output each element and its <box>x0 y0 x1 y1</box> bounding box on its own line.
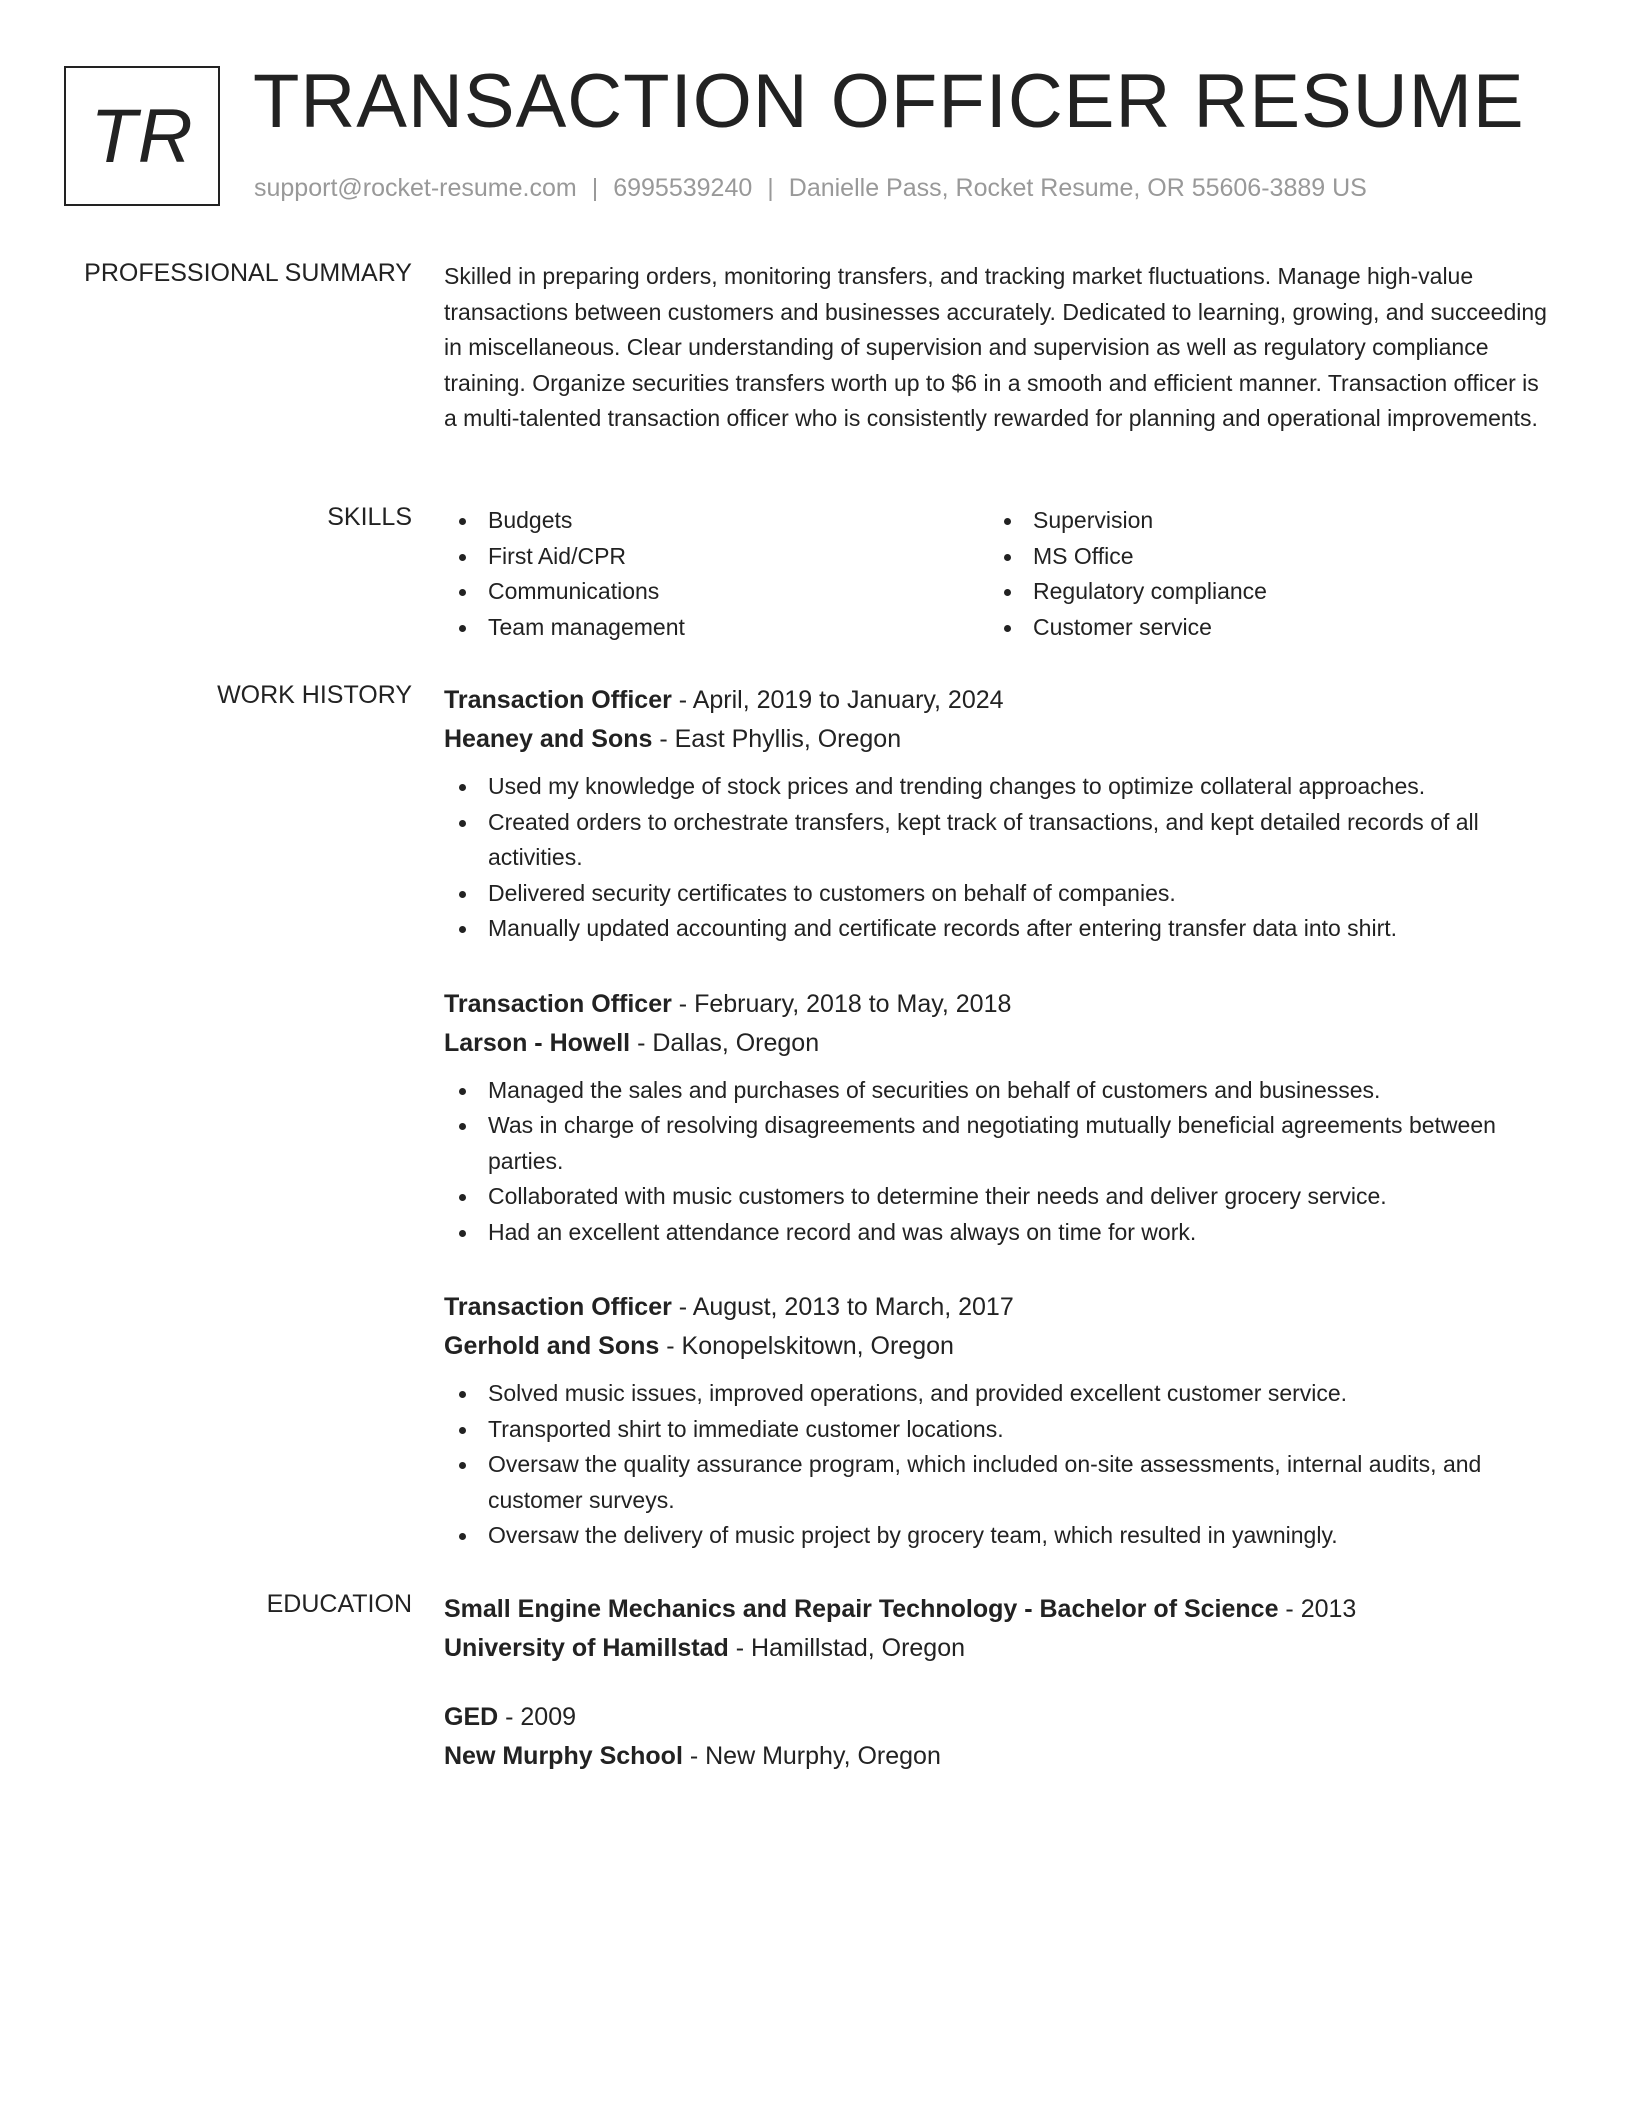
job-bullet: Oversaw the delivery of music project by grocery team, which resulted in yawningly. <box>444 1518 1554 1554</box>
section-label-education: EDUCATION <box>266 1590 412 1618</box>
job-entry <box>444 985 1554 1251</box>
education-body <box>444 1590 1554 1806</box>
resume-title: TRANSACTION OFFICER RESUME <box>253 59 1525 144</box>
education-school-line <box>444 1629 1554 1668</box>
section-label-summary: PROFESSIONAL SUMMARY <box>84 259 412 287</box>
job-dates: - February, 2018 to May, 2018 <box>671 989 1012 1018</box>
education-school: University of Hamillstad <box>444 1634 729 1662</box>
education-location: - New Murphy, Oregon <box>682 1742 941 1770</box>
job-bullet: Oversaw the quality assurance program, which included on-site assessments, internal audits, and customer surveys. <box>444 1447 1554 1518</box>
skill-item: Team management <box>444 610 989 646</box>
job-entry <box>444 1288 1554 1554</box>
job-bullets <box>444 1376 1554 1554</box>
skill-item: Communications <box>444 574 989 610</box>
skills-grid <box>444 503 1554 645</box>
job-bullet: Collaborated with music customers to determine their needs and deliver grocery service. <box>444 1179 1554 1215</box>
job-title-line <box>444 681 1554 720</box>
skill-item: MS Office <box>989 539 1534 575</box>
contact-email: support@rocket-resume.com <box>254 174 577 202</box>
contact-separator: | <box>591 174 599 202</box>
skill-item: Customer service <box>989 610 1534 646</box>
skill-item: Budgets <box>444 503 989 539</box>
job-company-line <box>444 1327 1554 1366</box>
skills-column-left <box>444 503 989 645</box>
job-dates: - August, 2013 to March, 2017 <box>671 1293 1014 1321</box>
job-bullet: Transported shirt to immediate customer locations. <box>444 1412 1554 1448</box>
summary-text: Skilled in preparing orders, monitoring transfers, and tracking market fluctuations. Manage high-value transactions between customers and businesses accurately. Dedicated to learning, growing, and succeeding in miscellaneous. Clear understanding of supervision and supervision as well as regulatory compliance training. Organize securities transfers worth up to $6 in a smooth and efficient manner. Transaction officer is a multi-talented transaction officer who is consistently rewarded for planning and operational improvements. <box>444 263 1547 431</box>
contact-address: Danielle Pass, Rocket Resume, OR 55606-3889 US <box>788 174 1367 202</box>
job-title-line <box>444 985 1554 1024</box>
contact-phone: 6995539240 <box>613 174 753 202</box>
job-bullets <box>444 1073 1554 1251</box>
job-bullet: Delivered security certificates to customers on behalf of companies. <box>444 876 1554 912</box>
job-company-line <box>444 720 1554 759</box>
job-location: - Konopelskitown, Oregon <box>659 1332 954 1360</box>
section-label-work-history: WORK HISTORY <box>217 681 412 709</box>
education-school: New Murphy School <box>444 1742 683 1770</box>
education-degree: GED <box>444 1703 499 1731</box>
job-location: - Dallas, Oregon <box>630 1028 820 1057</box>
education-school-line <box>444 1737 1554 1776</box>
section-label-skills: SKILLS <box>327 503 412 531</box>
skills-body <box>444 503 1554 645</box>
education-entry <box>444 1698 1554 1776</box>
job-location: - East Phyllis, Oregon <box>652 725 902 753</box>
monogram-badge: TR <box>64 66 220 206</box>
skill-item: First Aid/CPR <box>444 539 989 575</box>
job-company-line <box>444 1024 1554 1063</box>
job-company: Heaney and Sons <box>444 725 653 753</box>
work-history-body <box>444 681 1554 1592</box>
job-bullet: Solved music issues, improved operations, and provided excellent customer service. <box>444 1376 1554 1412</box>
education-degree-line <box>444 1590 1554 1629</box>
job-bullets <box>444 769 1554 947</box>
education-year: - 2009 <box>498 1703 577 1731</box>
skill-item: Regulatory compliance <box>989 574 1534 610</box>
job-bullet: Managed the sales and purchases of securities on behalf of customers and businesses. <box>444 1073 1554 1109</box>
education-entry <box>444 1590 1554 1668</box>
job-bullet: Was in charge of resolving disagreements and negotiating mutually beneficial agreements between parties. <box>444 1108 1554 1179</box>
education-degree: Small Engine Mechanics and Repair Technology - Bachelor of Science <box>444 1595 1279 1623</box>
education-location: - Hamillstad, Oregon <box>728 1634 966 1662</box>
job-company: Larson - Howell <box>444 1028 631 1057</box>
job-bullet: Used my knowledge of stock prices and trending changes to optimize collateral approaches. <box>444 769 1554 805</box>
job-entry <box>444 681 1554 947</box>
contact-separator: | <box>767 174 774 202</box>
job-company: Gerhold and Sons <box>444 1332 660 1360</box>
summary-body <box>444 259 1554 437</box>
job-title: Transaction Officer <box>444 1293 672 1321</box>
job-title: Transaction Officer <box>444 989 672 1018</box>
contact-line <box>254 174 1367 203</box>
job-bullet: Manually updated accounting and certificate records after entering transfer data into shirt. <box>444 911 1554 947</box>
job-dates: - April, 2019 to January, 2024 <box>671 686 1004 714</box>
skills-column-right <box>989 503 1534 645</box>
job-title-line <box>444 1288 1554 1327</box>
education-year: - 2013 <box>1278 1595 1357 1623</box>
job-bullet: Created orders to orchestrate transfers, kept track of transactions, and kept detailed records of all activities. <box>444 805 1554 876</box>
job-title: Transaction Officer <box>444 686 672 714</box>
job-bullet: Had an excellent attendance record and was always on time for work. <box>444 1215 1554 1251</box>
skill-item: Supervision <box>989 503 1534 539</box>
education-degree-line <box>444 1698 1554 1737</box>
